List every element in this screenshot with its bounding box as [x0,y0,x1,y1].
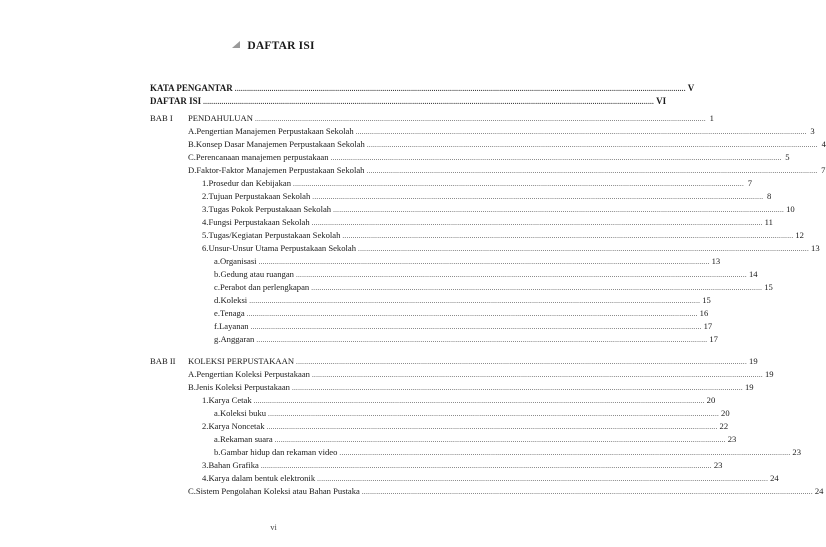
toc-dots: ............................................................................................................................................................................................................................ [246,310,698,318]
toc-entry[interactable] [150,255,721,268]
toc-entry-text: Anggaran [220,334,255,344]
toc-dots: ............................................................................................................................................................................................................................ [311,219,763,227]
toc-entry[interactable] [150,294,711,307]
toc-page-number: 17 [709,334,718,344]
toc-page-number: 14 [748,269,758,279]
toc-dots: ............................................................................................................................................................................................................................ [296,358,748,366]
toc-leader [214,268,758,281]
toc-entry-number: f. [214,321,220,331]
toc-entry-number: B. [188,139,196,149]
toc-page-number: 12 [795,230,804,240]
toc-entry[interactable] [150,125,815,138]
toc-entry-number: 6. [202,243,209,253]
toc-page-number: 17 [703,321,713,331]
toc-dots: ............................................................................................................................................................................................................................ [311,371,763,379]
toc-entry-text: Sistem Pengolahan Koleksi atau Bahan Pustaka [195,486,360,496]
toc-page-number: 16 [699,308,709,318]
toc-entry-text: Pengertian Koleksi Perpustakaan [196,369,310,379]
toc-leader [202,472,779,485]
toc-leader [188,112,714,125]
toc-entry-text: DAFTAR ISI [150,96,202,106]
toc-entry-text: Prosedur dan Kebijakan [208,178,292,188]
toc-entry[interactable] [150,138,826,151]
toc-dots: ............................................................................................................................................................................................................................ [361,488,813,496]
toc-entry-number: A. [188,126,197,136]
toc-leader [202,229,804,242]
toc-leader [150,95,667,108]
toc-entry[interactable] [150,472,779,485]
chapter-label: BAB II [150,356,176,366]
toc-leader [188,164,826,177]
toc-entry[interactable] [150,281,773,294]
toc-page-number: 8 [767,191,772,201]
toc-dots: ............................................................................................................................................................................................................................ [366,141,818,149]
toc-entry-text: Karya Cetak [208,395,252,405]
toc-entry-text: Layanan [219,321,249,331]
toc-page-number: 13 [811,243,820,253]
toc-page-number: 19 [749,356,758,366]
toc-entry[interactable] [150,320,713,333]
toc-dots: ............................................................................................................................................................................................................................ [333,206,785,214]
toc-entry-text: Koleksi buku [219,408,267,418]
toc-entry-number: 3. [202,460,209,470]
toc-leader [188,381,754,394]
toc-entry-text: Organisasi [219,256,257,266]
toc-leader [202,203,795,216]
toc-entry-number: C. [188,486,196,496]
toc-dots: ............................................................................................................................................................................................................................ [258,258,710,266]
toc-leader [188,485,824,498]
toc-entry[interactable] [150,420,729,433]
toc-entry-number: 3. [202,204,209,214]
toc-leader [202,420,729,433]
toc-entry[interactable] [150,216,773,229]
toc-entry[interactable] [150,242,820,255]
toc-leader [202,216,773,229]
toc-entry[interactable] [150,368,774,381]
toc-page-number: 23 [792,447,801,457]
toc-page-number: 10 [786,204,795,214]
toc-entry-number: a. [214,434,220,444]
toc-leader [214,433,737,446]
toc-entry-text: Jenis Koleksi Perpustakaan [195,382,290,392]
toc-entry-text: Karya dalam bentuk elektronik [208,473,316,483]
toc-dots: ............................................................................................................................................................................................................................ [355,128,807,136]
toc-leader [214,320,713,333]
toc-leader [150,82,695,95]
page-number: vi [270,522,277,532]
toc-entry-number: a. [214,408,220,418]
toc-entry-number: a. [214,256,220,266]
toc-chapter[interactable] [150,112,714,125]
toc-page-number: 7 [821,165,826,175]
toc-dots: ............................................................................................................................................................................................................................ [250,323,702,331]
toc-page-number: 15 [702,295,711,305]
toc-page-number: 11 [764,217,773,227]
toc-dots: ............................................................................................................................................................................................................................ [268,410,720,418]
toc-entry-number: 5. [202,230,209,240]
toc-leader [214,333,718,346]
toc-page-number: V [687,83,695,93]
toc-entry-text: Bahan Grafika [208,460,259,470]
toc-entry-text: KOLEKSI PERPUSTAKAAN [188,356,295,366]
toc-entry-number: 1. [202,178,209,188]
toc-entry-text: Pengertian Manajemen Perpustakaan Sekolah [196,126,354,136]
toc-entry[interactable] [150,459,723,472]
toc-entry-text: KATA PENGANTAR [150,83,233,93]
toc-entry[interactable] [150,268,758,281]
toc-page-number: 19 [764,369,774,379]
toc-entry[interactable] [150,229,804,242]
toc-entry[interactable] [150,307,709,320]
toc-dots: ............................................................................................................................................................................................................................ [203,98,655,106]
toc-page-number: 24 [814,486,824,496]
toc-leader [214,407,730,420]
toc-entry[interactable] [150,433,737,446]
toc-page-number: 13 [711,256,721,266]
toc-dots: ............................................................................................................................................................................................................................ [266,423,718,431]
toc-page-number: 19 [744,382,754,392]
toc-leader [202,459,723,472]
toc-page-number: 23 [713,460,723,470]
toc-entry-text: Gambar hidup dan rekaman video [220,447,338,457]
toc-entry[interactable] [150,381,754,394]
toc-dots: ............................................................................................................................................................................................................................ [358,245,810,253]
toc-entry[interactable] [150,485,824,498]
toc-page-number: 23 [727,434,737,444]
toc-entry-number: 2. [202,421,209,431]
toc-entry-text: Karya Noncetak [208,421,265,431]
toc-entry[interactable] [150,203,795,216]
toc-dots: ............................................................................................................................................................................................................................ [312,193,764,201]
toc-front-item[interactable] [150,82,695,95]
toc-leader [188,151,790,164]
triangle-marker-icon [232,41,240,48]
toc-entry[interactable] [150,177,753,190]
toc-dots: ............................................................................................................................................................................................................................ [291,384,743,392]
toc-front-item[interactable] [150,95,667,108]
toc-dots: ............................................................................................................................................................................................................................ [274,436,726,444]
toc-leader [214,294,711,307]
toc-dots: ............................................................................................................................................................................................................................ [330,154,782,162]
toc-leader [188,138,826,151]
toc-entry[interactable] [150,151,790,164]
toc-page-number: 3 [810,126,815,136]
toc-entry-number: b. [214,447,221,457]
toc-dots: ............................................................................................................................................................................................................................ [234,85,686,93]
toc-dots: ............................................................................................................................................................................................................................ [254,115,706,123]
toc-leader [188,368,774,381]
toc-dots: ............................................................................................................................................................................................................................ [366,167,818,175]
toc-entry[interactable] [150,407,730,420]
toc-entry-number: 4. [202,473,209,483]
toc-dots: ............................................................................................................................................................................................................................ [295,271,747,279]
toc-entry-number: D. [188,165,197,175]
toc-entry-text: Perencanaan manajemen perpustakaan [195,152,329,162]
toc-entry-text: Tujuan Perpustakaan Sekolah [208,191,311,201]
toc-leader [214,281,773,294]
toc-entry-number: d. [214,295,221,305]
toc-entry-text: PENDAHULUAN [188,113,253,123]
toc-dots: ............................................................................................................................................................................................................................ [311,284,763,292]
toc-entry-text: Perabot dan perlengkapan [219,282,310,292]
toc-entry-text: Fungsi Perpustakaan Sekolah [208,217,310,227]
toc-entry[interactable] [150,190,772,203]
toc-page-number: 1 [709,113,714,123]
toc-entry-number: B. [188,382,196,392]
toc-title [0,40,547,52]
toc-page-number: 5 [785,152,790,162]
toc-entry-number: e. [214,308,220,318]
toc-page-number: 20 [721,408,730,418]
toc-dots: ............................................................................................................................................................................................................................ [260,462,712,470]
toc-dots: ............................................................................................................................................................................................................................ [249,297,701,305]
toc-page-number: 22 [719,421,729,431]
toc-entry-number: g. [214,334,221,344]
toc-entry-text: Gedung atau ruangan [220,269,294,279]
toc-dots: ............................................................................................................................................................................................................................ [317,475,769,483]
toc-entry[interactable] [150,164,826,177]
toc-leader [214,307,709,320]
toc-entry-number: A. [188,369,197,379]
toc-leader [202,394,716,407]
toc-title-text: DAFTAR ISI [247,40,315,52]
toc-leader [214,446,801,459]
toc-dots: ............................................................................................................................................................................................................................ [253,397,705,405]
toc-entry-text: Tenaga [219,308,245,318]
toc-entry[interactable] [150,333,718,346]
toc-entry-text: Tugas/Kegiatan Perpustakaan Sekolah [208,230,341,240]
toc-entry-text: Rekaman suara [219,434,273,444]
toc-entry-number: 4. [202,217,209,227]
toc-chapter[interactable] [150,355,758,368]
toc-entry-number: C. [188,152,196,162]
toc-entry-number: 2. [202,191,209,201]
toc-leader [214,255,721,268]
toc-dots: ............................................................................................................................................................................................................................ [256,336,708,344]
toc-dots: ............................................................................................................................................................................................................................ [339,449,791,457]
toc-entry-number: b. [214,269,221,279]
chapter-label: BAB I [150,113,173,123]
toc-entry-text: Tugas Pokok Perpustakaan Sekolah [208,204,332,214]
toc-leader [188,125,815,138]
toc-entry[interactable] [150,446,801,459]
table-of-contents [150,82,826,498]
toc-entry-number: 1. [202,395,209,405]
toc-entry-text: Konsep Dasar Manajemen Perpustakaan Sekolah [195,139,365,149]
toc-page-number: VI [656,96,667,106]
toc-page-number: 24 [770,473,779,483]
toc-entry-text: Koleksi [220,295,248,305]
toc-entry-text: Faktor-Faktor Manajemen Perpustakaan Sekolah [196,165,365,175]
toc-entry[interactable] [150,394,716,407]
toc-leader [202,190,772,203]
toc-page-number: 4 [821,139,826,149]
toc-dots: ............................................................................................................................................................................................................................ [293,180,745,188]
toc-leader [202,242,820,255]
toc-entry-number: c. [214,282,220,292]
toc-page-number: 7 [747,178,753,188]
toc-page-number: 15 [764,282,773,292]
toc-leader [202,177,753,190]
toc-leader [188,355,758,368]
toc-page-number: 20 [706,395,716,405]
toc-dots: ............................................................................................................................................................................................................................ [342,232,794,240]
toc-entry-text: Unsur-Unsur Utama Perpustakaan Sekolah [208,243,357,253]
